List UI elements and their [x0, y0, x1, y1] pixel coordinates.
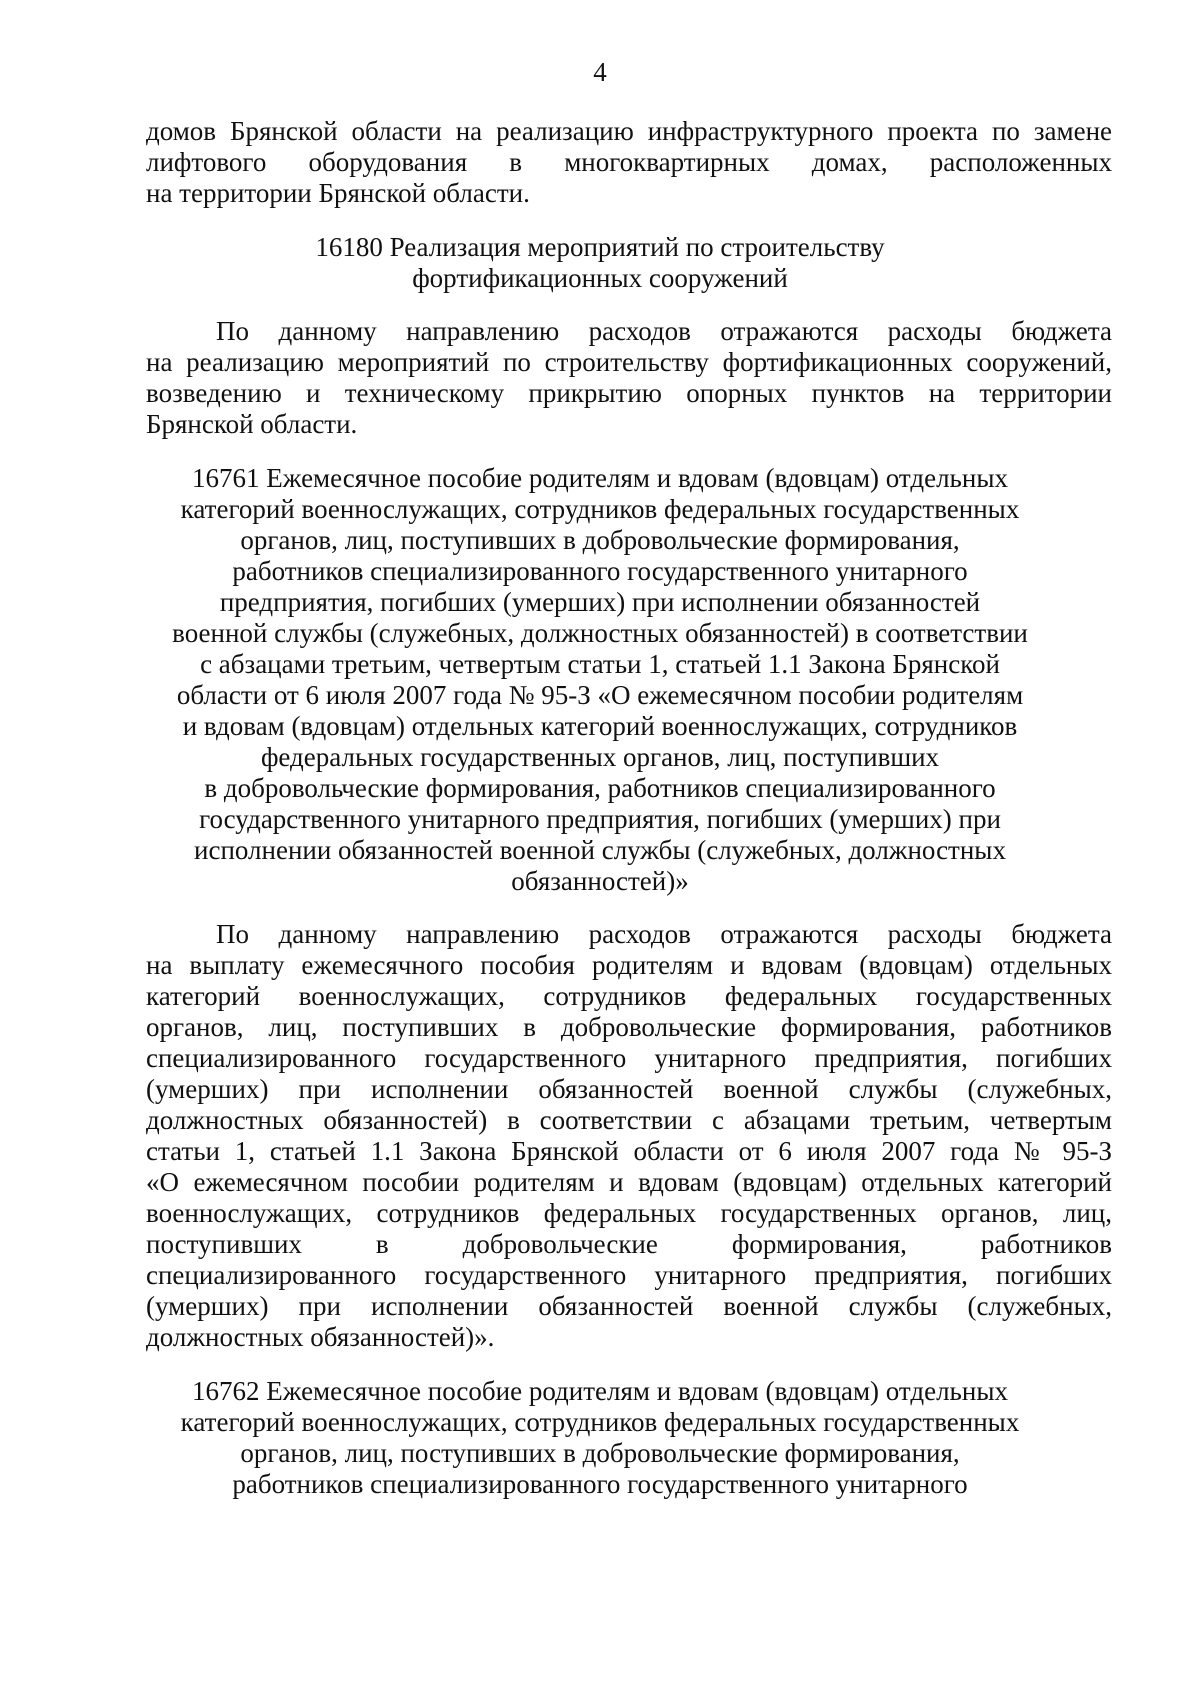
paragraph-line: органов, лиц, поступивших в добровольческие формирования, работников [146, 1012, 1112, 1042]
section-heading-line: области от 6 июля 2007 года № 95-З «О ежемесячном пособии родителям [176, 680, 1024, 710]
paragraph-line: на выплату ежемесячного пособия родителям и вдовам (вдовцам) отдельных [146, 950, 1112, 980]
paragraph-line: По данному направлению расходов отражаются расходы бюджета [216, 316, 1112, 346]
paragraph-line: категорий военнослужащих, сотрудников федеральных государственных [146, 981, 1112, 1011]
section-heading-line: и вдовам (вдовцам) отдельных категорий военнослужащих, сотрудников [182, 711, 1018, 741]
paragraph-line: военнослужащих, сотрудников федеральных государственных органов, лиц, [146, 1198, 1112, 1228]
paragraph-line: (умерших) при исполнении обязанностей военной службы (служебных, [146, 1291, 1112, 1321]
paragraph-line: статьи 1, статьей 1.1 Закона Брянской области от 6 июля 2007 года № 95-З [146, 1136, 1112, 1166]
paragraph-line: возведению и техническому прикрытию опорных пунктов на территории [146, 378, 1112, 408]
paragraph-line: специализированного государственного унитарного предприятия, погибших [146, 1260, 1112, 1290]
section-heading-line: работников специализированного государственного унитарного [232, 556, 968, 586]
paragraph-line: должностных обязанностей) в соответствии с абзацами третьим, четвертым [146, 1105, 1112, 1135]
section-heading-line: исполнении обязанностей военной службы (служебных, должностных [194, 835, 1006, 865]
paragraph-line: должностных обязанностей)». [146, 1322, 495, 1352]
paragraph-line: на территории Брянской области. [146, 178, 530, 208]
section-heading-line: фортификационных сооружений [412, 263, 788, 293]
section-heading-line: 16180 Реализация мероприятий по строительству [315, 232, 885, 262]
section-heading-line: органов, лиц, поступивших в добровольческие формирования, [240, 525, 960, 555]
section-heading-line: с абзацами третьим, четвертым статьи 1, статьей 1.1 Закона Брянской [200, 649, 1000, 679]
paragraph-line: лифтового оборудования в многоквартирных домах, расположенных [146, 147, 1112, 177]
section-heading-line: федеральных государственных органов, лиц, поступивших [260, 742, 940, 772]
section-heading-line: категорий военнослужащих, сотрудников федеральных государственных [180, 494, 1020, 524]
section-heading-line: в добровольческие формирования, работников специализированного [204, 773, 996, 803]
section-heading-line: категорий военнослужащих, сотрудников федеральных государственных [180, 1407, 1020, 1437]
paragraph-line: (умерших) при исполнении обязанностей военной службы (служебных, [146, 1074, 1112, 1104]
paragraph-line: Брянской области. [146, 409, 358, 439]
section-heading-line: 16762 Ежемесячное пособие родителям и вдовам (вдовцам) отдельных [192, 1376, 1008, 1406]
section-heading-line: государственного унитарного предприятия, погибших (умерших) при [199, 804, 1001, 834]
section-heading-line: 16761 Ежемесячное пособие родителям и вдовам (вдовцам) отдельных [192, 463, 1008, 493]
paragraph-line: специализированного государственного унитарного предприятия, погибших [146, 1043, 1112, 1073]
paragraph-line: домов Брянской области на реализацию инфраструктурного проекта по замене [146, 116, 1112, 146]
section-heading-line: предприятия, погибших (умерших) при исполнении обязанностей [219, 587, 981, 617]
section-heading-line: работников специализированного государственного унитарного [232, 1469, 968, 1499]
section-heading-line: органов, лиц, поступивших в добровольческие формирования, [240, 1438, 960, 1468]
page-number: 4 [593, 57, 607, 87]
paragraph-line: на реализацию мероприятий по строительству фортификационных сооружений, [146, 347, 1112, 377]
paragraph-line: поступивших в добровольческие формирования, работников [146, 1229, 1112, 1259]
paragraph-line: По данному направлению расходов отражаются расходы бюджета [216, 919, 1112, 949]
paragraph-line: «О ежемесячном пособии родителям и вдовам (вдовцам) отдельных категорий [146, 1167, 1112, 1197]
section-heading-line: военной службы (служебных, должностных обязанностей) в соответствии [172, 618, 1028, 648]
section-heading-line: обязанностей)» [511, 866, 689, 896]
